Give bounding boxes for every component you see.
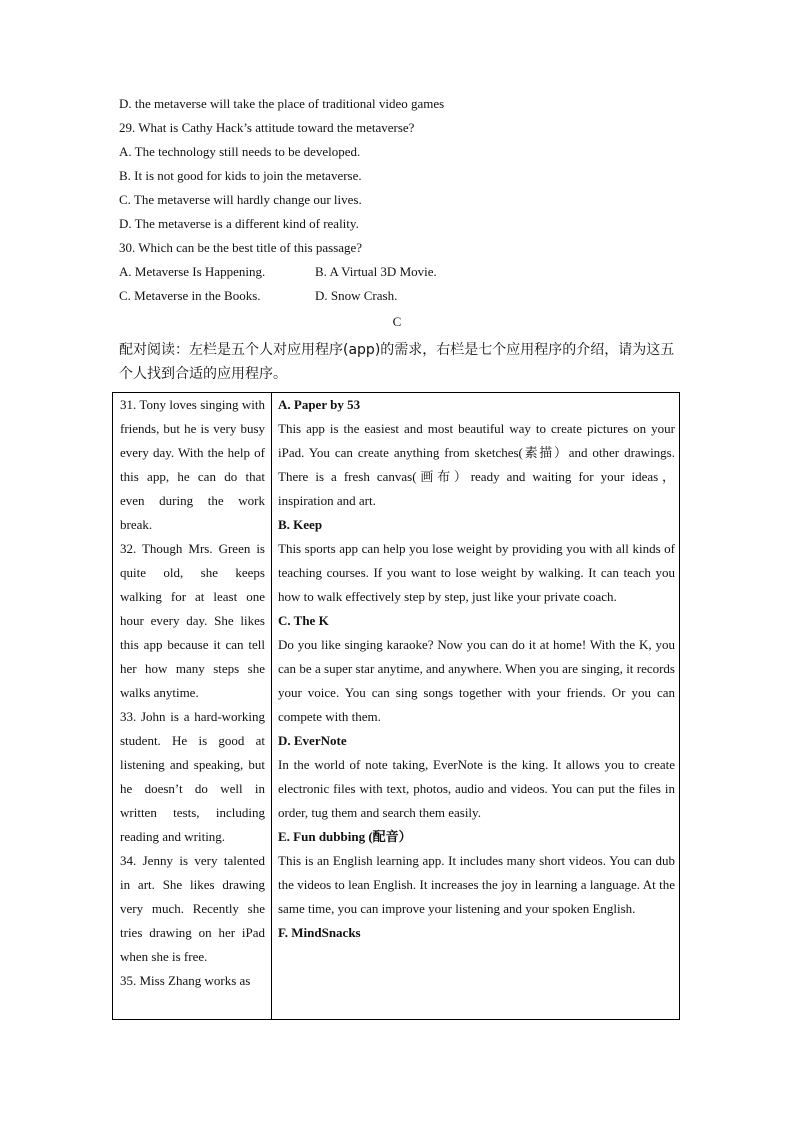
app-f-title: F. MindSnacks [278, 925, 361, 940]
question-29-option-c: C. The metaverse will hardly change our lives. [119, 192, 362, 207]
app-d-description: In the world of note taking, EverNote is the king. It allows you to create electronic files with text, photos, audio and videos. You can put the files in order, tug them and search them easily. [278, 757, 675, 820]
app-c-title: C. The K [278, 613, 329, 628]
person-33: 33. John is a hard-working student. He is good at listening and speaking, but he doesn’t do well in written tests, including reading and writing. [120, 709, 265, 844]
app-b-description: This sports app can help you lose weight by providing you with all kinds of teaching courses. If you want to lose weight by walking. It can teach you how to walk effectively step by step, just like your private coach. [278, 541, 675, 604]
people-column [120, 393, 265, 993]
app-e-description: This is an English learning app. It includes many short videos. You can dub the videos to lean English. It increases the joy in learning a language. At the same time, you can improve your listening and your spoken English. [278, 853, 675, 916]
person-34: 34. Jenny is very talented in art. She likes drawing very much. Recently she tries drawing on her iPad when she is free. [120, 853, 265, 964]
app-b-title: B. Keep [278, 517, 323, 532]
section-label: C [392, 314, 402, 329]
question-29-option-d: D. The metaverse is a different kind of reality. [119, 216, 359, 231]
column-divider [271, 393, 272, 1019]
question-29-option-b: B. It is not good for kids to join the metaverse. [119, 168, 362, 183]
matching-instructions: 配对阅读：左栏是五个人对应用程序(app)的需求，右栏是七个应用程序的介绍，请为这五个人找到合适的应用程序。 [119, 342, 675, 382]
app-a-description: This app is the easiest and most beautiful way to create pictures on your iPad. You can create anything from sketches(素描）and other drawings. There is a fresh canvas(画布）ready and waiting for your ideas，inspiration and art. [278, 421, 675, 508]
question-28-option-d: D. the metaverse will take the place of traditional video games [119, 96, 445, 111]
question-29: 29. What is Cathy Hack’s attitude toward the metaverse? [119, 120, 415, 135]
question-30-option-d: D. Snow Crash. [315, 288, 398, 303]
app-c-description: Do you like singing karaoke? Now you can do it at home! With the K, you can be a super star anytime, and anywhere. When you are singing, it records your voice. You can sing songs together with your friends. Or you can compete with them. [278, 637, 675, 724]
question-30-option-c: C. Metaverse in the Books. [119, 288, 261, 303]
person-31: 31. Tony loves singing with friends, but he is very busy every day. With the help of this app, he can do that even during the work break. [120, 397, 265, 532]
question-30: 30. Which can be the best title of this passage? [119, 240, 363, 255]
app-e-title: E. Fun dubbing (配音） [278, 829, 412, 844]
app-a-title: A. Paper by 53 [278, 397, 361, 412]
app-d-title: D. EverNote [278, 733, 347, 748]
question-30-option-a: A. Metaverse Is Happening. [119, 264, 266, 279]
person-32: 32. Though Mrs. Green is quite old, she keeps walking for at least one hour every day. She likes this app because it can tell her how many steps she walks anytime. [120, 541, 265, 700]
question-30-option-b: B. A Virtual 3D Movie. [315, 264, 437, 279]
matching-table [112, 392, 680, 1020]
question-29-option-a: A. The technology still needs to be developed. [119, 144, 361, 159]
person-35: 35. Miss Zhang works as [120, 973, 251, 988]
apps-column [278, 393, 675, 945]
